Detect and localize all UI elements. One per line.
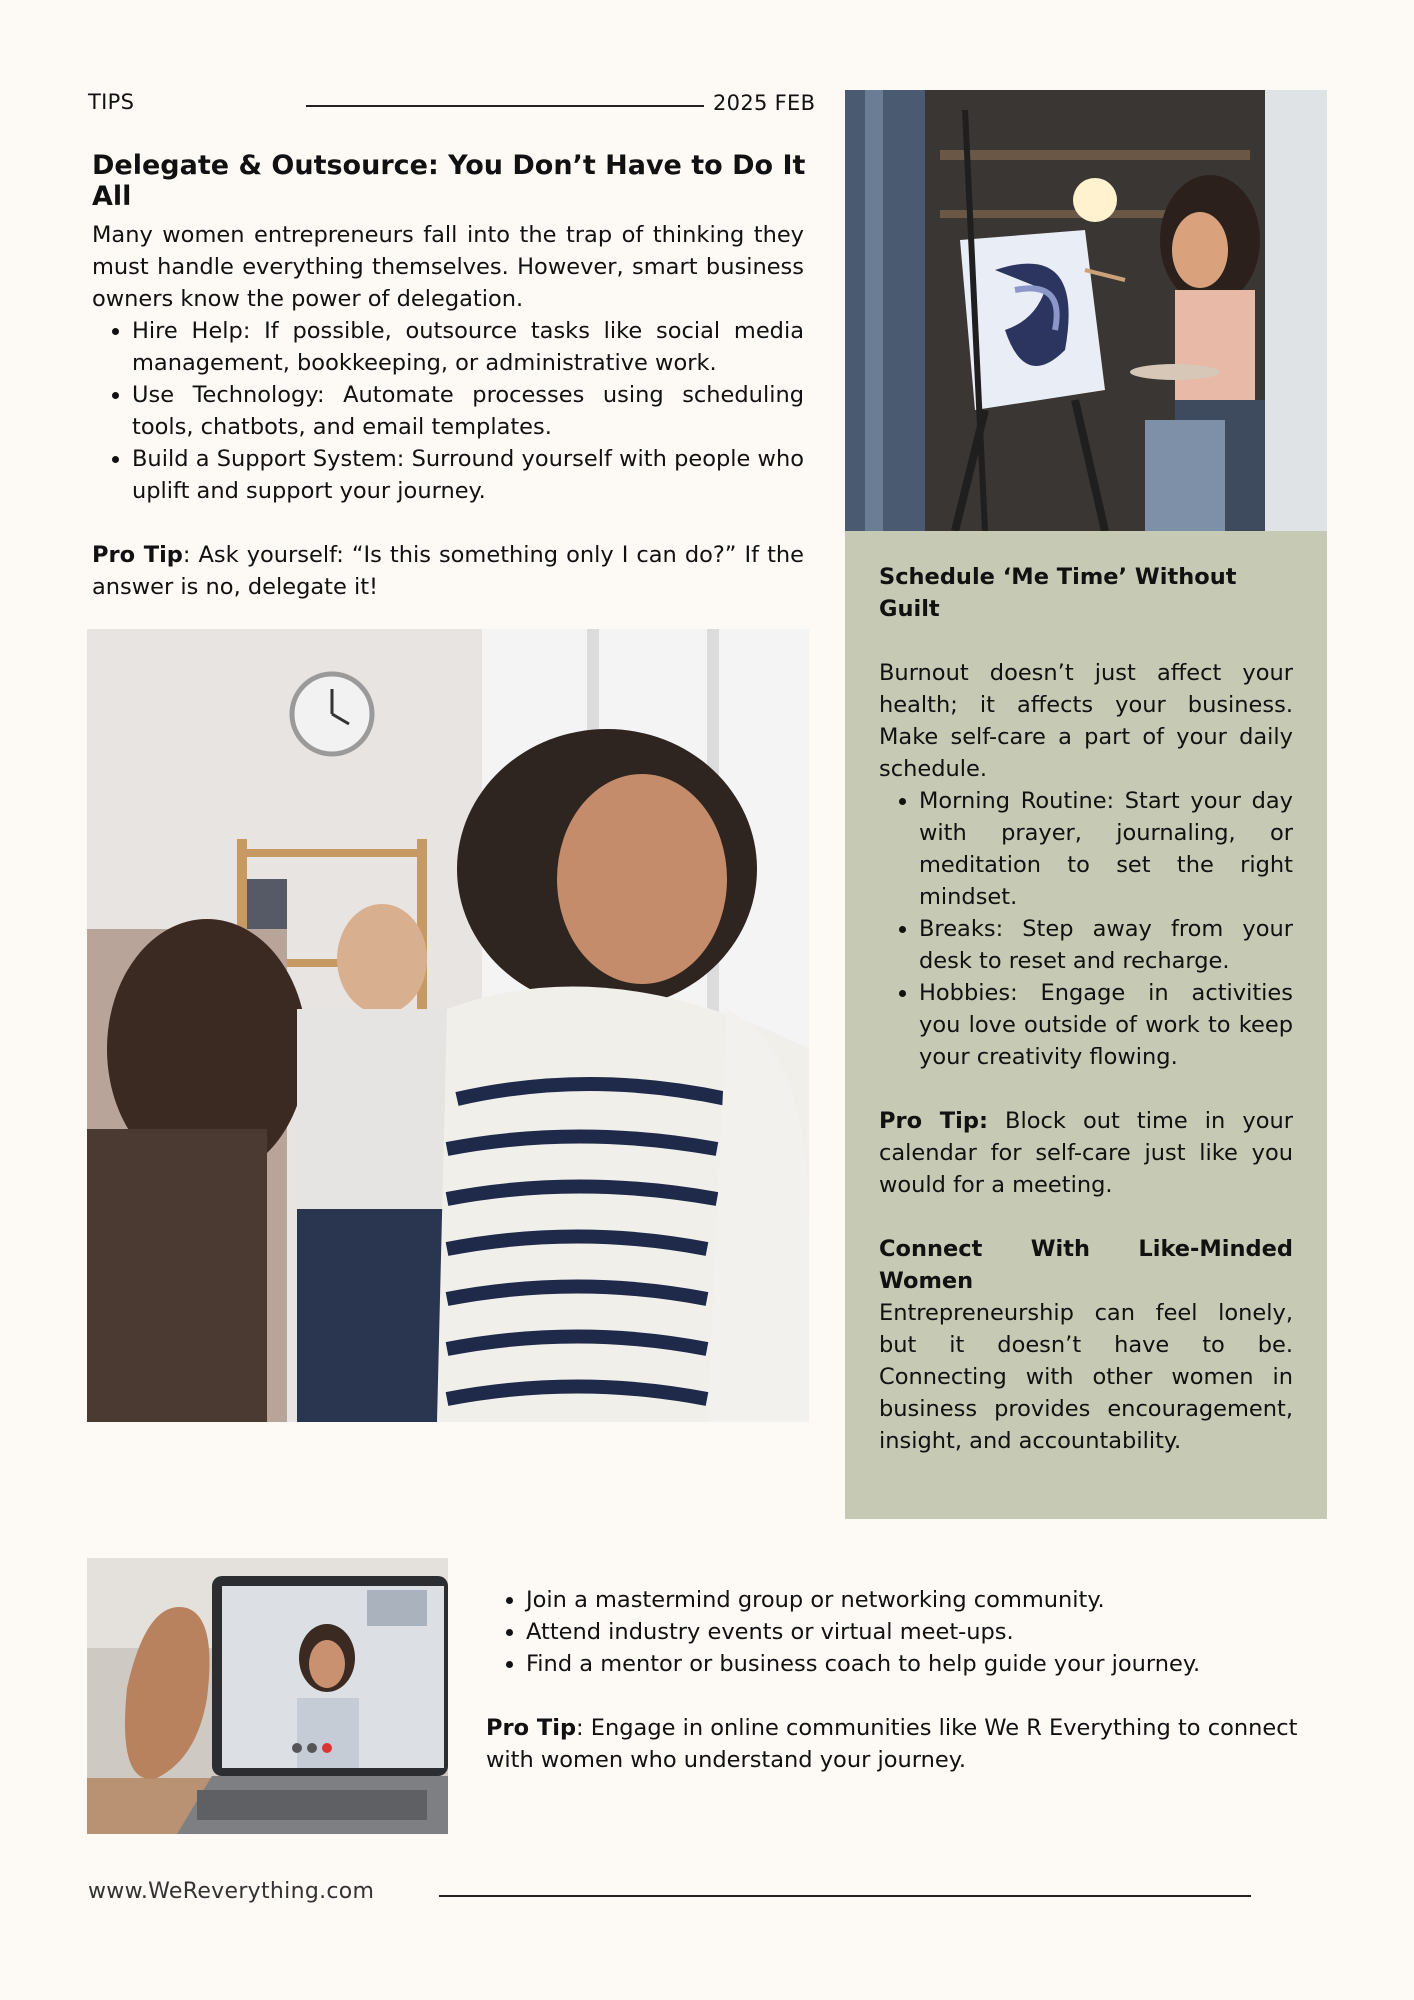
pro-tip [486,1712,1336,1776]
section-heading: Schedule ‘Me Time’ Without Guilt [879,564,1237,622]
pro-tip [92,539,804,603]
photo-video-call [87,1558,448,1834]
photo-women-hugging [87,629,809,1422]
article-intro: Entrepreneurship can feel lonely, but it doesn’t have to be. Connecting with other women in business provides encouragement, insight, and accountability. [879,1300,1293,1454]
article-delegate [92,219,804,603]
list-item: • Hobbies: Engage in activities you love outside of work to keep your creativity flowing. [919,977,1293,1073]
list-item: • Find a mentor or business coach to help guide your journey. [526,1648,1336,1680]
section-heading: Connect With Like-Minded Women [879,1236,1293,1294]
list-item: • Morning Routine: Start your day with prayer, journaling, or meditation to set the right mindset. [919,785,1293,913]
pro-tip-label: Pro Tip: [879,1108,988,1134]
website-link[interactable]: www.WeReverything.com [88,1879,375,1904]
article-intro: Many women entrepreneurs fall into the trap of thinking they must handle everything themselves. However, smart business owners know the power of delegation. [92,222,804,312]
list-item: • Use Technology: Automate processes using scheduling tools, chatbots, and email templates. [132,379,804,443]
pro-tip-label: Pro Tip [92,542,183,568]
tips-list [486,1584,1336,1680]
pro-tip-text: : Engage in online communities like We R Everything to connect with women who understand your journey. [486,1715,1298,1773]
pro-tip-text: : Ask yourself: “Is this something only I can do?” If the answer is no, delegate it! [92,542,804,600]
article-intro: Burnout doesn’t just affect your health; it affects your business. Make self-care a part of your daily schedule. [879,660,1293,782]
pro-tip-label: Pro Tip [486,1715,577,1741]
tips-list [879,785,1293,1073]
photo-woman-painting [845,90,1327,531]
pro-tip [879,1105,1293,1201]
list-item: • Attend industry events or virtual meet-ups. [526,1616,1336,1648]
article-title: Delegate & Outsource: You Don’t Have to Do It All [92,150,806,212]
pro-tip-text: Block out time in your calendar for self-care just like you would for a meeting. [879,1108,1293,1198]
header-rule [306,105,704,107]
article-connect [486,1584,1336,1776]
section-label: TIPS [88,90,135,114]
list-item: • Build a Support System: Surround yourself with people who uplift and support your journey. [132,443,804,507]
issue-date: 2025 FEB [713,91,816,115]
article-me-time [879,561,1293,1457]
list-item: • Hire Help: If possible, outsource tasks like social media management, bookkeeping, or administrative work. [132,315,804,379]
list-item: • Join a mastermind group or networking community. [526,1584,1336,1616]
footer-rule [439,1895,1251,1897]
tips-list [92,315,804,507]
list-item: • Breaks: Step away from your desk to reset and recharge. [919,913,1293,977]
